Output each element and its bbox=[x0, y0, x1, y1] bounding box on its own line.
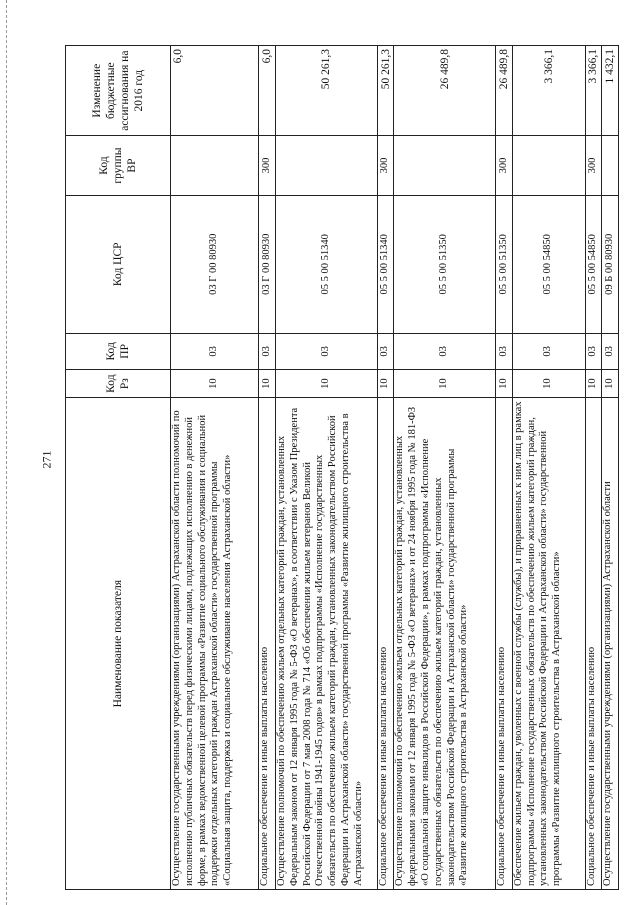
budget-table bbox=[65, 45, 619, 890]
row-vr: 300 bbox=[259, 136, 276, 195]
row-pr: 03 bbox=[496, 333, 513, 369]
row-vr bbox=[602, 136, 619, 195]
row-amount: 6,0 bbox=[259, 46, 276, 136]
row-csr: 05 5 00 51340 bbox=[377, 195, 394, 333]
row-amount: 50 261,3 bbox=[377, 46, 394, 136]
row-csr: 05 5 00 51340 bbox=[276, 195, 378, 333]
row-rz: 10 bbox=[602, 369, 619, 397]
row-rz: 10 bbox=[377, 369, 394, 397]
row-csr: 05 5 00 54850 bbox=[512, 195, 585, 333]
table-row bbox=[512, 46, 585, 890]
row-amount: 26 489,8 bbox=[496, 46, 513, 136]
row-name: Социальное обеспечение и иные выплаты населению bbox=[585, 398, 602, 890]
table-row bbox=[585, 46, 602, 890]
row-pr: 03 bbox=[377, 333, 394, 369]
row-name: Осуществление государственными учреждениями (организациями) Астраханской области полномочий по исполнению публичных обязательств перед физическими лицами, подлежащих исполнению в денежной форме, в рамках ведомственной целевой программы «Развитие социального обслуживания и социальной поддержки отдельных категорий граждан Астраханской области» государственной программы «Социальная защита, поддержка и социальное обслуживание населения Астраханской области» bbox=[171, 398, 259, 890]
row-pr: 03 bbox=[394, 333, 496, 369]
row-vr: 300 bbox=[496, 136, 513, 195]
table-row bbox=[394, 46, 496, 890]
row-csr: 05 5 00 51350 bbox=[394, 195, 496, 333]
row-csr: 03 Г 00 80930 bbox=[171, 195, 259, 333]
row-vr bbox=[512, 136, 585, 195]
table-row bbox=[171, 46, 259, 890]
row-name: Обеспечение жильем граждан, уволенных с военной службы (службы), и приравненных к ним лиц в рамках подпрограммы «Исполнение государственных обязательств по обеспечению жильем категорий граждан, установленных законодательством Российской Федерации и Астраханской области» государственной программы «Развитие жилищного строительства в Астраханской области» bbox=[512, 398, 585, 890]
row-rz: 10 bbox=[512, 369, 585, 397]
row-rz: 10 bbox=[585, 369, 602, 397]
row-rz: 10 bbox=[496, 369, 513, 397]
row-pr: 03 bbox=[602, 333, 619, 369]
row-name: Осуществление полномочий по обеспечению жильем отдельных категорий граждан, установленных Федеральным законом от 12 января 1995 года № 5-ФЗ «О ветеранах», в соответствии с Указом Президента Российской Федерации от 7 мая 2008 года № 714 «Об обеспечении жильем ветеранов Великой Отечественной войны 1941-1945 годов» в рамках подпрограммы «Исполнение государственных обязательств по обеспечению жильем категорий граждан, установленных законодательством Российской Федерации и Астраханской области» государственной программы «Развитие жилищного строительства в Астраханской области» bbox=[276, 398, 378, 890]
row-csr: 05 5 00 54850 bbox=[585, 195, 602, 333]
header-amount: Изменение бюджетные ассигнования на 2016 год bbox=[66, 46, 171, 136]
row-pr: 03 bbox=[585, 333, 602, 369]
row-name: Социальное обеспечение и иные выплаты населению bbox=[259, 398, 276, 890]
row-amount: 50 261,3 bbox=[276, 46, 378, 136]
table-row bbox=[602, 46, 619, 890]
table-row bbox=[259, 46, 276, 890]
row-amount: 3 366,1 bbox=[512, 46, 585, 136]
row-csr: 03 Г 00 80930 bbox=[259, 195, 276, 333]
header-vr: Код группы ВР bbox=[66, 136, 171, 195]
row-amount: 3 366,1 bbox=[585, 46, 602, 136]
row-rz: 10 bbox=[171, 369, 259, 397]
row-amount: 6,0 bbox=[171, 46, 259, 136]
row-name: Осуществление полномочий по обеспечению жильем отдельных категорий граждан, установленных федеральными законами от 12 января 1995 года № 5-ФЗ «О ветеранах» и от 24 ноября 1995 года № 181-ФЗ «О социальной защите инвалидов в Российской Федерации», в рамках подпрограммы «Исполнение государственных обязательств по обеспечению жильем категорий граждан, установленных законодательством Российской Федерации и Астраханской области» государственной программы «Развитие жилищного строительства в Астраханской области» bbox=[394, 398, 496, 890]
row-vr: 300 bbox=[585, 136, 602, 195]
table-header-row bbox=[66, 46, 171, 890]
page-number: 271 bbox=[39, 450, 54, 469]
row-rz: 10 bbox=[259, 369, 276, 397]
row-pr: 03 bbox=[171, 333, 259, 369]
header-csr: Код ЦСР bbox=[66, 195, 171, 333]
header-rz: Код Рз bbox=[66, 369, 171, 397]
row-rz: 10 bbox=[276, 369, 378, 397]
table-row bbox=[276, 46, 378, 890]
row-vr bbox=[394, 136, 496, 195]
row-pr: 03 bbox=[512, 333, 585, 369]
row-name: Осуществление государственными учреждениями (организациями) Астраханской области bbox=[602, 398, 619, 890]
row-csr: 09 Б 00 80930 bbox=[602, 195, 619, 333]
header-pr: Код ПР bbox=[66, 333, 171, 369]
row-vr bbox=[276, 136, 378, 195]
row-name: Социальное обеспечение и иные выплаты населению bbox=[377, 398, 394, 890]
row-amount: 26 489,8 bbox=[394, 46, 496, 136]
row-rz: 10 bbox=[394, 369, 496, 397]
row-amount: 1 432,1 bbox=[602, 46, 619, 136]
row-vr bbox=[171, 136, 259, 195]
table-row bbox=[496, 46, 513, 890]
row-pr: 03 bbox=[276, 333, 378, 369]
table-row bbox=[377, 46, 394, 890]
row-name: Социальное обеспечение и иные выплаты населению bbox=[496, 398, 513, 890]
header-name: Наименование показателя bbox=[66, 398, 171, 890]
row-vr: 300 bbox=[377, 136, 394, 195]
row-pr: 03 bbox=[259, 333, 276, 369]
scan-edge-line bbox=[6, 0, 8, 905]
row-csr: 05 5 00 51350 bbox=[496, 195, 513, 333]
rotated-budget-table bbox=[65, 45, 619, 890]
